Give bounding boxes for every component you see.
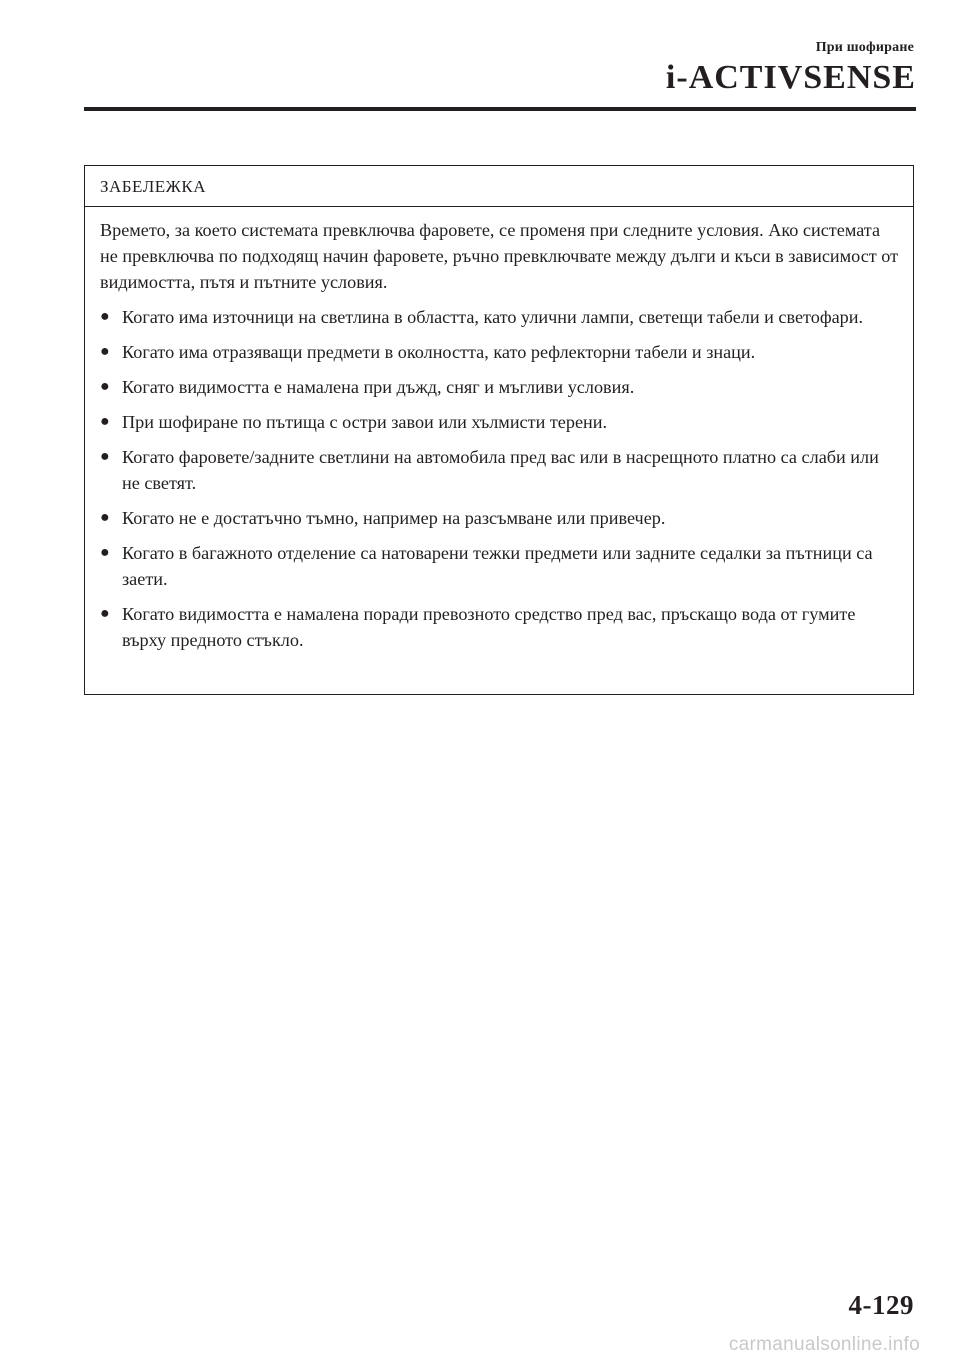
bullet-text: Когато фаровете/задните светлини на автомобила пред вас или в насрещното платно са слаби или не светят.: [122, 447, 879, 493]
bullet-text: Когато има източници на светлина в областта, като улични лампи, светещи табели и светофари.: [122, 307, 864, 327]
page-number: 4-129: [848, 1290, 914, 1320]
list-item: [100, 409, 901, 435]
bullet-icon: ●: [100, 378, 110, 395]
list-item: [100, 304, 901, 330]
list-item: [100, 505, 901, 531]
bullet-text: При шофиране по пътища с остри завои или хълмисти терени.: [122, 412, 608, 432]
bullet-text: Когато не е достатъчно тъмно, например на разсъмване или привечер.: [122, 508, 666, 528]
bullet-icon: ●: [100, 605, 110, 622]
running-head: При шофиране: [815, 40, 914, 55]
note-body: [85, 207, 913, 653]
bullet-text: Когато в багажното отделение са натоварени тежки предмети или задните седалки за пътници са заети.: [122, 543, 873, 589]
list-item: [100, 444, 901, 496]
list-item: [100, 540, 901, 592]
section-title: i-ACTIVSENSE: [665, 59, 916, 96]
list-item: [100, 374, 901, 400]
bullet-icon: ●: [100, 448, 110, 465]
bullet-icon: ●: [100, 544, 110, 561]
bullet-icon: ●: [100, 343, 110, 360]
bullet-text: Когато видимостта е намалена при дъжд, сняг и мъгливи условия.: [122, 377, 635, 397]
note-box: [84, 165, 914, 695]
list-item: [100, 601, 901, 653]
list-item: [100, 339, 901, 365]
bullet-list: [100, 304, 901, 653]
note-heading: ЗАБЕЛЕЖКА: [85, 166, 913, 207]
watermark: carmanualsonline.info: [728, 1334, 920, 1355]
bullet-icon: ●: [100, 413, 110, 430]
header-rule: [84, 107, 916, 111]
bullet-icon: ●: [100, 308, 110, 325]
bullet-icon: ●: [100, 509, 110, 526]
bullet-text: Когато видимостта е намалена поради превозното средство пред вас, пръскащо вода от гумите върху предното стъкло.: [122, 604, 856, 650]
bullet-text: Когато има отразяващи предмети в околността, като рефлекторни табели и знаци.: [122, 342, 756, 362]
note-intro: Времето, за което системата превключва фаровете, се променя при следните условия. Ако системата не превключва по подходящ начин фаровете, ръчно превключвате между дълги и къси в зависимост от видимостта, пътя и пътните условия.: [100, 220, 899, 292]
